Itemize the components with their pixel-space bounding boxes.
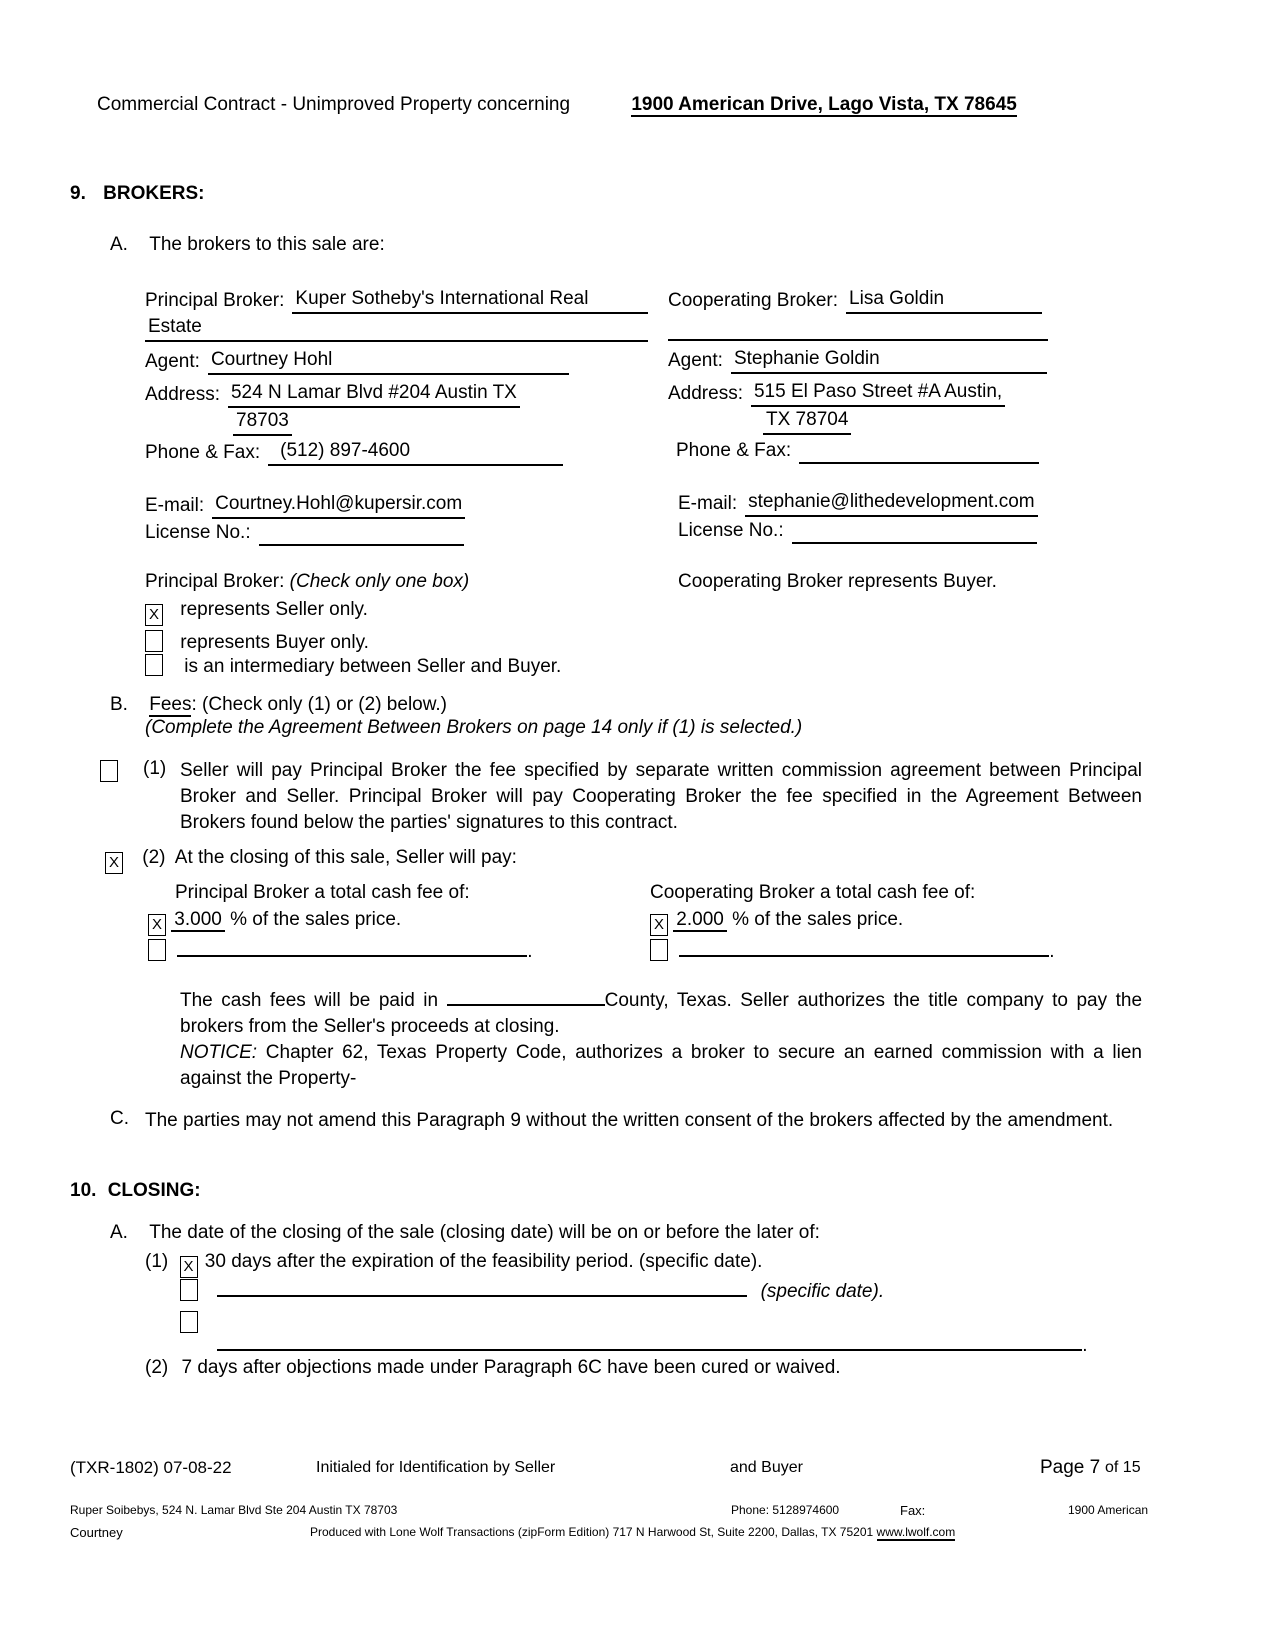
footer-and-buyer: and Buyer	[730, 1459, 803, 1476]
cooperating-address-field-2[interactable]: TX 78704	[763, 407, 851, 435]
cooperating-license-label: License No.:	[678, 520, 784, 541]
closing-30days-text: 30 days after the expiration of the feasibility period. (specific date).	[204, 1251, 763, 1272]
principal-broker-name-field[interactable]: Kuper Sotheby's International Real	[292, 286, 648, 314]
closing-sub1-number: (1)	[145, 1251, 169, 1272]
item-c-text: The parties may not amend this Paragraph 9 without the written consent of the brokers affected by the amendment.	[145, 1110, 1114, 1131]
principal-rep-label: Principal Broker:	[145, 571, 285, 592]
fees-option-1-number: (1)	[143, 758, 167, 779]
principal-email-label: E-mail:	[145, 495, 205, 516]
cooperating-pct-suffix: % of the sales price.	[732, 909, 904, 930]
rep-intermediary-checkbox[interactable]	[145, 654, 163, 676]
item-a-brokers	[110, 234, 385, 256]
county-field[interactable]	[447, 988, 605, 1006]
fees-option-1	[100, 758, 1145, 836]
broker-columns	[145, 286, 1153, 546]
footer-office: Ruper Soibebys, 524 N. Lamar Blvd Ste 204 Austin TX 78703	[70, 1503, 398, 1517]
principal-license-field[interactable]	[259, 528, 464, 546]
property-address: 1900 American Drive, Lago Vista, TX 78645	[631, 94, 1017, 115]
item-b-rest: : (Check only (1) or (2) below.)	[191, 694, 448, 715]
fees-option-1-checkbox[interactable]	[100, 760, 118, 782]
item-b-label: B.	[110, 694, 128, 715]
principal-address-field[interactable]: 524 N Lamar Blvd #204 Austin TX	[228, 380, 520, 408]
principal-agent-field[interactable]: Courtney Hohl	[208, 347, 569, 375]
footer-tag: 1900 American	[1068, 1503, 1149, 1517]
closing-other-checkbox[interactable]	[180, 1311, 198, 1333]
closing-specific-date-suffix: (specific date).	[760, 1281, 885, 1302]
cooperating-representation-text: Cooperating Broker represents Buyer.	[678, 571, 997, 592]
principal-pct-suffix: % of the sales price.	[230, 909, 402, 930]
cooperating-pct-field[interactable]: 2.000	[673, 909, 727, 932]
principal-license-label: License No.:	[145, 522, 251, 543]
rep-seller-only-checkbox[interactable]: X	[145, 604, 163, 626]
closing-30days-checkbox[interactable]: X	[180, 1256, 198, 1278]
footer-initialed: Initialed for Identification by Seller	[316, 1459, 556, 1476]
footer-phone: Phone: 5128974600	[731, 1503, 840, 1517]
closing-other-period: .	[1082, 1335, 1088, 1356]
cooperating-pct-checkbox[interactable]: X	[650, 914, 668, 936]
principal-phone-field[interactable]: (512) 897-4600	[268, 438, 563, 466]
notice-label: NOTICE:	[180, 1042, 258, 1063]
closing-item-a-label: A.	[110, 1222, 128, 1243]
cooperating-alt-fee-field[interactable]	[679, 939, 1049, 957]
item-c	[110, 1108, 1150, 1134]
cooperating-address-field[interactable]: 515 El Paso Street #A Austin,	[751, 379, 1005, 407]
footer-agent: Courtney	[70, 1525, 123, 1540]
item-a-label: A.	[110, 234, 128, 255]
principal-rep-note: (Check only one box)	[289, 571, 470, 592]
notice-text: Chapter 62, Texas Property Code, authorizes a broker to secure an earned commission with a lien against the Property-	[180, 1042, 1143, 1089]
cash-fees-post: County, Texas. Seller authorizes the title company to pay the brokers from the Seller's proceeds at closing.	[180, 990, 1143, 1037]
fees-option-2-intro: At the closing of this sale, Seller will pay:	[174, 847, 517, 868]
cooperating-phone-label: Phone & Fax:	[676, 440, 792, 461]
cooperating-agent-label: Agent:	[668, 350, 723, 371]
principal-representation-heading	[145, 571, 650, 593]
rep-intermediary-label: is an intermediary between Seller and Buyer.	[184, 656, 562, 677]
footer-form-code: (TXR-1802) 07-08-22	[70, 1458, 232, 1477]
cooperating-broker-name-field-2[interactable]	[668, 323, 1048, 341]
cooperating-alt-period: .	[1049, 941, 1055, 962]
cooperating-fee-heading: Cooperating Broker a total cash fee of:	[650, 882, 976, 903]
principal-fee-heading: Principal Broker a total cash fee of:	[175, 882, 470, 903]
footer-produced	[310, 1525, 955, 1539]
cash-fees-pre: The cash fees will be paid in	[180, 990, 439, 1011]
footer-page-of: of 15	[1105, 1459, 1141, 1476]
cooperating-email-field[interactable]: stephanie@lithedevelopment.com	[745, 489, 1038, 517]
section9-heading: 9. BROKERS:	[70, 183, 205, 204]
principal-address-field-2[interactable]: 78703	[233, 408, 292, 436]
principal-alt-fee-field[interactable]	[177, 939, 527, 957]
header-title: Commercial Contract - Unimproved Property concerning	[97, 94, 571, 115]
cooperating-agent-field[interactable]: Stephanie Goldin	[731, 346, 1047, 374]
closing-sub2-number: (2)	[145, 1357, 169, 1378]
principal-fee-column	[105, 879, 650, 965]
cooperating-alt-fee-checkbox[interactable]	[650, 939, 668, 961]
principal-broker-label: Principal Broker:	[145, 290, 285, 311]
representation-section	[145, 571, 1155, 680]
item-b-fees	[110, 694, 802, 739]
footer-produced-link[interactable]: www.lwolf.com	[876, 1525, 956, 1539]
rep-seller-only-label: represents Seller only.	[180, 599, 368, 620]
section9-number: 9.	[70, 183, 86, 204]
closing-sub2-text: 7 days after objections made under Paragraph 6C have been cured or waived.	[181, 1357, 841, 1378]
principal-phone-label: Phone & Fax:	[145, 442, 261, 463]
footer-page: Page 7	[1040, 1457, 1101, 1478]
principal-broker-name-field-2[interactable]: Estate	[145, 314, 648, 342]
cooperating-license-field[interactable]	[792, 526, 1037, 544]
closing-other-field[interactable]	[217, 1333, 1082, 1351]
footer-fax: Fax:	[900, 1503, 926, 1518]
rep-buyer-only-checkbox[interactable]	[145, 630, 163, 652]
page-header	[97, 94, 1017, 116]
rep-buyer-only-label: represents Buyer only.	[180, 632, 369, 653]
fees-option-2	[105, 847, 1155, 965]
section10-number: 10.	[70, 1180, 97, 1201]
cash-fees-paragraph	[180, 988, 1142, 1092]
closing-item-a-text: The date of the closing of the sale (closing date) will be on or before the later of:	[149, 1222, 820, 1243]
cooperating-broker-name-field[interactable]: Lisa Goldin	[846, 286, 1042, 314]
cooperating-broker-label: Cooperating Broker:	[668, 290, 839, 311]
item-b-title: Fees	[149, 694, 192, 715]
principal-alt-period: .	[527, 941, 533, 962]
principal-pct-field[interactable]: 3.000	[171, 909, 225, 932]
cooperating-broker-column	[668, 286, 1153, 546]
closing-item-a	[110, 1222, 820, 1244]
section10-heading	[70, 1180, 201, 1202]
fees-option-1-text: Seller will pay Principal Broker the fee specified by separate written commission agreement between Principal Broker and Seller. Principal Broker will pay Cooperating Broker the fee specified in the Agreement Between Brokers found below the parties' signatures to this contract.	[180, 760, 1142, 833]
principal-broker-column	[145, 286, 648, 546]
fees-option-2-number: (2)	[142, 847, 166, 868]
cooperating-email-label: E-mail:	[678, 493, 738, 514]
principal-alt-fee-checkbox[interactable]	[148, 939, 166, 961]
item-b-note: (Complete the Agreement Between Brokers on page 14 only if (1) is selected.)	[145, 717, 803, 738]
section10-colon: :	[194, 1180, 201, 1201]
closing-specific-date-field[interactable]	[217, 1279, 747, 1297]
item-a-text: The brokers to this sale are:	[149, 234, 385, 255]
cooperating-address-label: Address:	[668, 383, 743, 404]
fees-option-2-checkbox[interactable]: X	[105, 852, 123, 874]
principal-email-field[interactable]: Courtney.Hohl@kupersir.com	[212, 491, 465, 519]
footer-produced-text: Produced with Lone Wolf Transactions (zipForm Edition) 717 N Harwood St, Suite 2200, Dallas, TX 75201	[310, 1525, 874, 1539]
principal-pct-checkbox[interactable]: X	[148, 914, 166, 936]
section9-title: BROKERS	[103, 183, 199, 204]
section10-title: CLOSING	[107, 1180, 195, 1201]
cooperating-fee-column	[650, 879, 1130, 965]
closing-specific-date-checkbox[interactable]	[180, 1279, 198, 1301]
cooperating-phone-field[interactable]	[799, 446, 1039, 464]
principal-address-label: Address:	[145, 384, 220, 405]
item-c-label: C.	[110, 1108, 129, 1129]
principal-agent-label: Agent:	[145, 351, 200, 372]
closing-sub1	[145, 1248, 1155, 1381]
